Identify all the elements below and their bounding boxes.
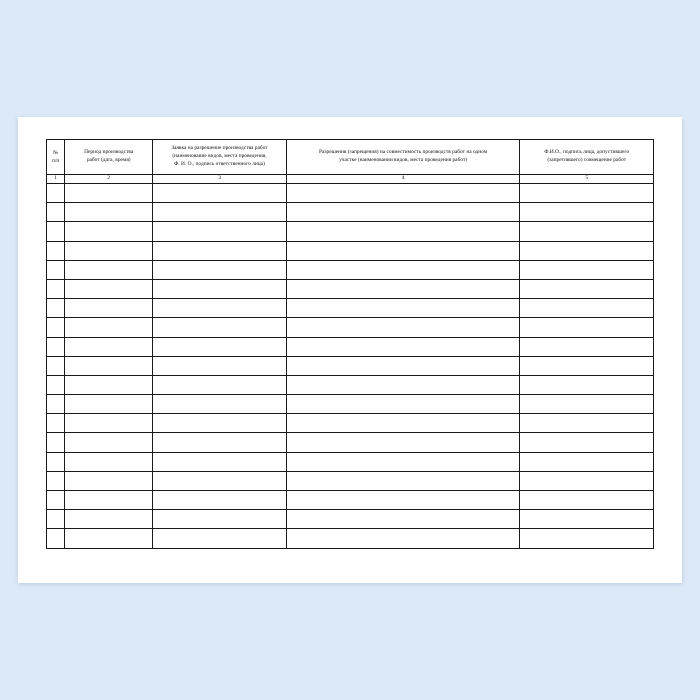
table-cell[interactable] [520,184,654,203]
table-cell[interactable] [520,203,654,222]
table-cell[interactable] [286,433,520,452]
table-cell[interactable] [286,203,520,222]
column-number: 5 [520,175,654,184]
table-cell[interactable] [65,222,153,241]
table-cell[interactable] [520,356,654,375]
table-cell[interactable] [153,222,287,241]
table-cell[interactable] [520,299,654,318]
table-row[interactable] [47,318,654,337]
table-cell[interactable] [520,222,654,241]
table-cell[interactable] [65,491,153,510]
journal-table [46,139,654,549]
table-cell[interactable] [153,260,287,279]
header-cell-request [153,140,287,175]
table-cell[interactable] [65,260,153,279]
table-cell[interactable] [153,184,287,203]
header-cell-period [65,140,153,175]
table-cell[interactable] [153,433,287,452]
table-cell[interactable] [520,279,654,298]
table-cell[interactable] [47,510,65,529]
table-row[interactable] [47,471,654,490]
table-cell[interactable] [286,510,520,529]
header-line: (запретившего) совмещение работ [547,157,627,163]
table-cell[interactable] [47,491,65,510]
table-body [47,184,654,549]
table-cell[interactable] [520,433,654,452]
table-cell[interactable] [65,184,153,203]
header-cell-permissions [286,140,520,175]
table-row[interactable] [47,241,654,260]
table-cell[interactable] [153,279,287,298]
table-cell[interactable] [153,491,287,510]
table-cell[interactable] [153,356,287,375]
table-cell[interactable] [153,529,287,548]
header-cell-number [47,140,65,175]
table-row[interactable] [47,337,654,356]
header-line: № [52,149,59,156]
table-cell[interactable] [520,510,654,529]
column-number: 2 [65,175,153,184]
table-cell[interactable] [65,318,153,337]
table-cell[interactable] [286,337,520,356]
table-cell[interactable] [153,395,287,414]
table-cell[interactable] [286,184,520,203]
table-cell[interactable] [286,529,520,548]
table-row[interactable] [47,184,654,203]
table-row[interactable] [47,414,654,433]
table-cell[interactable] [153,375,287,394]
table-cell[interactable] [520,452,654,471]
header-line: Ф.И.О., подпись лица, допустившего [544,149,630,156]
table-cell[interactable] [520,414,654,433]
table-cell[interactable] [153,452,287,471]
table-cell[interactable] [286,375,520,394]
table-cell[interactable] [47,184,65,203]
table-cell[interactable] [65,433,153,452]
table-cell[interactable] [65,241,153,260]
table-cell[interactable] [286,318,520,337]
table-cell[interactable] [65,375,153,394]
header-line: п/п [51,158,60,164]
table-cell[interactable] [286,471,520,490]
table-cell[interactable] [47,375,65,394]
header-cell-signature [520,140,654,175]
table-row[interactable] [47,433,654,452]
table-cell[interactable] [153,318,287,337]
table-row[interactable] [47,491,654,510]
table-row[interactable] [47,356,654,375]
table-cell[interactable] [47,299,65,318]
table-cell[interactable] [65,395,153,414]
table-cell[interactable] [286,279,520,298]
table-cell[interactable] [520,471,654,490]
table-header [47,140,654,184]
table-cell[interactable] [153,414,287,433]
table-cell[interactable] [47,395,65,414]
table-row[interactable] [47,395,654,414]
table-cell[interactable] [286,222,520,241]
table-cell[interactable] [47,241,65,260]
table-cell[interactable] [520,375,654,394]
journal-table-area [46,139,654,561]
table-cell[interactable] [47,260,65,279]
table-row[interactable] [47,529,654,548]
table-row[interactable] [47,203,654,222]
table-cell[interactable] [286,260,520,279]
table-row[interactable] [47,375,654,394]
header-row [47,140,654,175]
table-cell[interactable] [65,356,153,375]
table-row[interactable] [47,510,654,529]
table-row[interactable] [47,222,654,241]
table-cell[interactable] [47,356,65,375]
table-cell[interactable] [153,203,287,222]
table-cell[interactable] [520,395,654,414]
table-cell[interactable] [47,337,65,356]
table-cell[interactable] [47,414,65,433]
table-cell[interactable] [65,510,153,529]
table-cell[interactable] [47,471,65,490]
table-cell[interactable] [47,318,65,337]
table-cell[interactable] [286,491,520,510]
header-line: Разрешения (запрещения) на совместимость производств работ на одном [319,149,488,156]
table-cell[interactable] [520,260,654,279]
table-cell[interactable] [65,414,153,433]
table-cell[interactable] [520,529,654,548]
table-cell[interactable] [153,471,287,490]
table-cell[interactable] [153,299,287,318]
table-cell[interactable] [47,433,65,452]
table-cell[interactable] [153,241,287,260]
table-cell[interactable] [65,452,153,471]
header-line: (наименование видов, места проведения, [172,153,267,160]
table-cell[interactable] [47,222,65,241]
table-cell[interactable] [47,279,65,298]
table-cell[interactable] [153,337,287,356]
table-cell[interactable] [286,356,520,375]
table-cell[interactable] [65,299,153,318]
table-cell[interactable] [286,414,520,433]
header-line: Период производства [84,149,134,156]
table-row[interactable] [47,260,654,279]
table-cell[interactable] [286,452,520,471]
table-cell[interactable] [520,241,654,260]
table-cell[interactable] [286,241,520,260]
table-cell[interactable] [65,471,153,490]
table-cell[interactable] [520,491,654,510]
header-line: участке (наименовании видов, места проведения работ) [339,157,468,163]
table-cell[interactable] [520,337,654,356]
column-number: 1 [47,175,65,184]
table-row[interactable] [47,279,654,298]
table-cell[interactable] [65,529,153,548]
table-cell[interactable] [520,318,654,337]
header-line: Ф. И. О., подпись ответственного лица) [174,160,265,167]
table-cell[interactable] [153,510,287,529]
column-number: 4 [286,175,520,184]
header-line: Заявка на разрешение производства работ [171,145,268,152]
table-row[interactable] [47,299,654,318]
table-cell[interactable] [65,203,153,222]
table-cell[interactable] [286,395,520,414]
document-page [18,117,682,583]
column-number: 3 [153,175,287,184]
table-cell[interactable] [65,279,153,298]
table-row[interactable] [47,452,654,471]
table-cell[interactable] [286,299,520,318]
table-cell[interactable] [47,452,65,471]
column-number-row [47,175,654,184]
table-cell[interactable] [65,337,153,356]
header-line: работ (дата, время) [86,157,131,163]
table-cell[interactable] [47,203,65,222]
table-cell[interactable] [47,529,65,548]
